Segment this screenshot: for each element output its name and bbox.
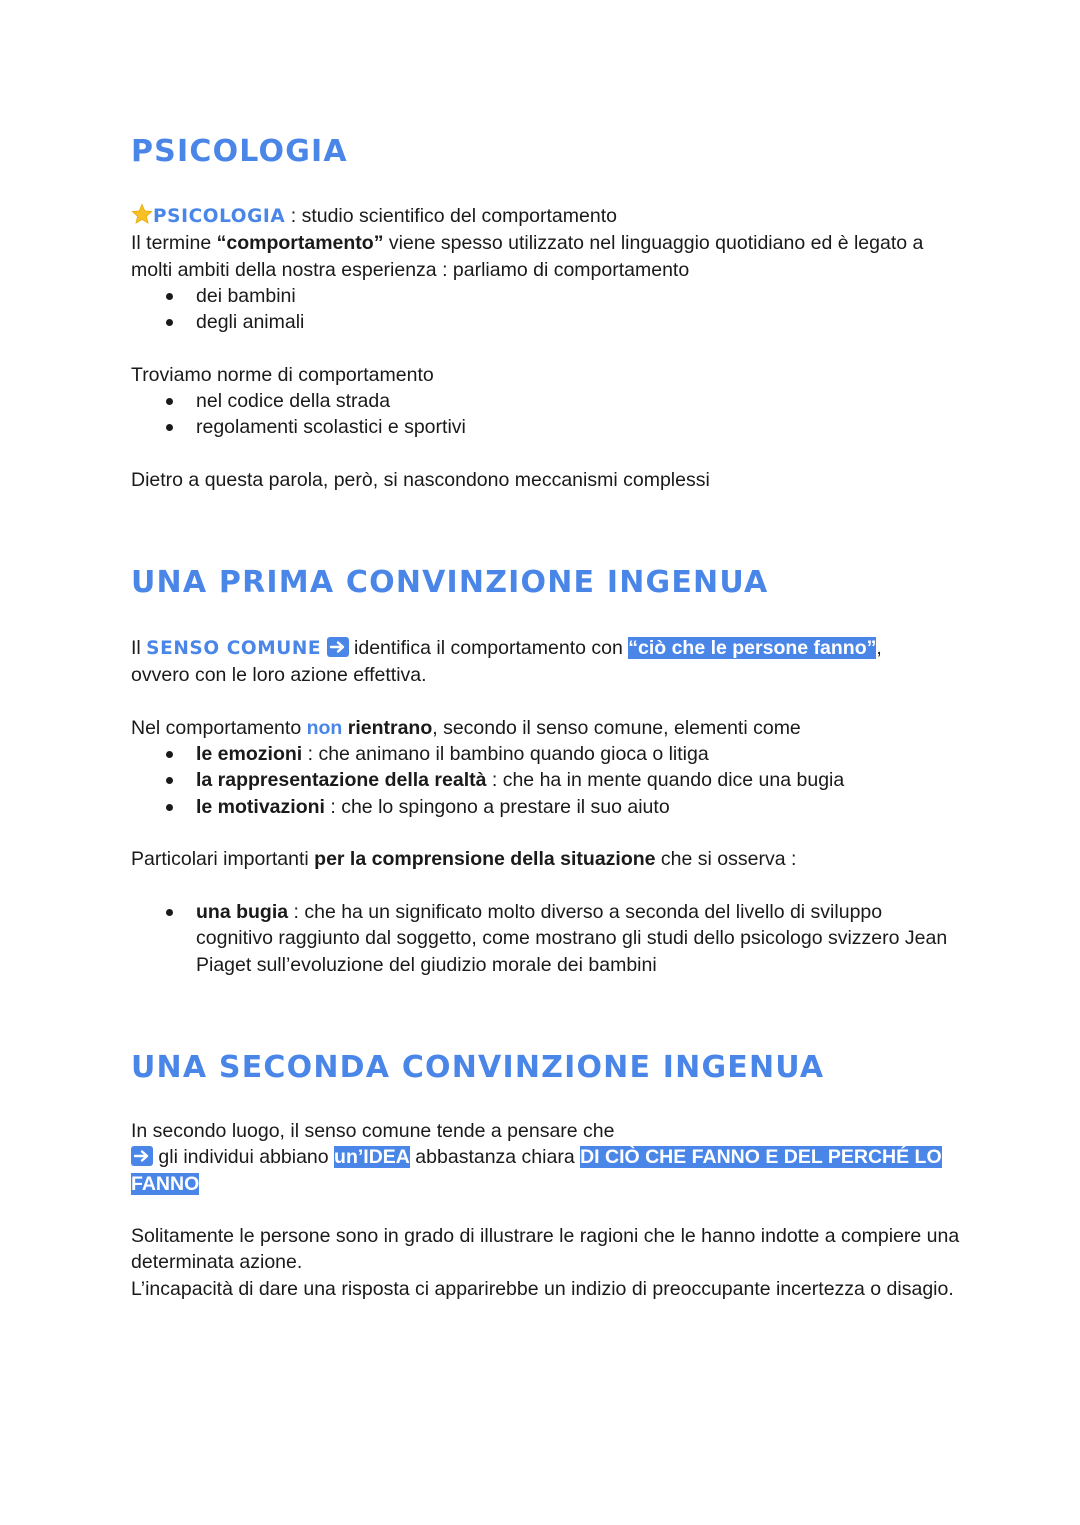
bullet-icon — [166, 751, 173, 758]
paragraph-secondo-luogo: In secondo luogo, il senso comune tende a pensare che — [131, 1120, 615, 1142]
paragraph-norme: Troviamo norme di comportamento — [131, 363, 434, 386]
text: identifica il comportamento con — [348, 637, 629, 659]
text: , secondo il senso comune, elementi come — [432, 716, 801, 739]
paragraph-azione: ovvero con le loro azione effettiva. — [131, 664, 427, 687]
bullet-icon — [166, 319, 173, 326]
section-psicologia — [131, 203, 961, 493]
list-comportamento — [131, 283, 961, 336]
bullet-icon — [166, 909, 173, 916]
list-item — [131, 767, 961, 793]
emphasis-non: non — [306, 716, 343, 739]
list-item — [131, 414, 961, 440]
keyword-psicologia: PSICOLOGIA — [153, 206, 286, 227]
star-icon — [131, 203, 153, 225]
list-elementi — [131, 741, 961, 820]
list-item — [131, 283, 961, 309]
section-prima-convinzione — [131, 635, 961, 978]
list-item-text: regolamenti scolastici e sportivi — [196, 416, 466, 439]
paragraph-idea — [131, 1144, 961, 1197]
text: Il termine — [131, 232, 217, 255]
list-item-text: : che ha in mente quando dice una bugia — [486, 769, 845, 792]
text: Nel comportamento — [131, 716, 307, 739]
list-item — [131, 794, 961, 820]
right-arrow-icon — [327, 637, 349, 657]
list-item-text: : che ha un significato molto diverso a seconda del livello di sviluppo cognitivo raggiunto dal soggetto, come mostrano gli studi dello psicologo svizzero Jean Piaget sull’evoluzione del giudizio morale dei bambini — [196, 900, 948, 976]
list-item-text: degli animali — [196, 311, 305, 334]
text: Il — [131, 637, 147, 659]
bold-term: per la comprensione della situazione — [314, 848, 656, 871]
text: Particolari importanti — [131, 848, 315, 871]
bullet-icon — [166, 804, 173, 811]
highlight-idea: un’IDEA — [334, 1146, 410, 1169]
paragraph-ragioni: Solitamente le persone sono in grado di illustrare le ragioni che le hanno indotte a compiere una determinata azione. — [131, 1225, 960, 1274]
bold-term: “comportamento” — [216, 232, 384, 255]
definition-line — [131, 203, 961, 230]
list-item-text: dei bambini — [196, 284, 296, 307]
bold-term: rientrano — [342, 716, 433, 739]
keyword-senso-comune: SENSO COMUNE — [146, 638, 322, 659]
text: gli individui abbiano — [153, 1146, 335, 1169]
bold-term: la rappresentazione della realtà — [196, 769, 487, 792]
paragraph-rientrano — [131, 715, 961, 741]
text: viene spesso utilizzato nel linguaggio quotidiano ed è legato a molti ambiti della nostra esperienza : parliamo di comportamento — [131, 232, 924, 281]
paragraph-meccanismi: Dietro a questa parola, però, si nascondono meccanismi complessi — [131, 468, 710, 491]
highlight-cio-che-fanno: “ciò che le persone fanno” — [628, 637, 877, 659]
highlight-cio-che-fanno-perche: DI CIÒ CHE FANNO E DEL PERCHÉ LO FANNO — [131, 1146, 942, 1195]
heading-seconda-convinzione: UNA SECONDA CONVINZIONE INGENUA — [131, 1050, 825, 1085]
paragraph-incapacita: L’incapacità di dare una risposta ci apparirebbe un indizio di preoccupante incertezza o disagio. — [131, 1277, 954, 1300]
heading-prima-convinzione: UNA PRIMA CONVINZIONE INGENUA — [131, 565, 769, 600]
page-title: PSICOLOGIA — [131, 134, 348, 169]
list-item — [131, 741, 961, 767]
list-norme — [131, 388, 961, 441]
definition-text: : studio scientifico del comportamento — [285, 205, 617, 227]
paragraph-particolari — [131, 846, 961, 872]
list-item-text: nel codice della strada — [196, 390, 391, 413]
list-item — [131, 899, 961, 978]
list-bugia — [131, 899, 961, 978]
list-item — [131, 309, 961, 335]
bold-term: una bugia — [196, 900, 289, 923]
list-item — [131, 388, 961, 414]
paragraph-comportamento — [131, 230, 961, 283]
text: , — [876, 637, 882, 659]
right-arrow-icon — [131, 1146, 153, 1166]
bold-term: le motivazioni — [196, 795, 325, 818]
bold-term: le emozioni — [196, 743, 303, 766]
text: abbastanza chiara — [409, 1146, 581, 1169]
bullet-icon — [166, 293, 173, 300]
bullet-icon — [166, 777, 173, 784]
paragraph-senso-comune — [131, 635, 961, 662]
section-seconda-convinzione — [131, 1118, 961, 1302]
list-item-text: : che lo spingono a prestare il suo aiuto — [324, 795, 670, 818]
text: che si osserva : — [655, 848, 797, 871]
bullet-icon — [166, 398, 173, 405]
list-item-text: : che animano il bambino quando gioca o litiga — [302, 743, 709, 766]
bullet-icon — [166, 424, 173, 431]
